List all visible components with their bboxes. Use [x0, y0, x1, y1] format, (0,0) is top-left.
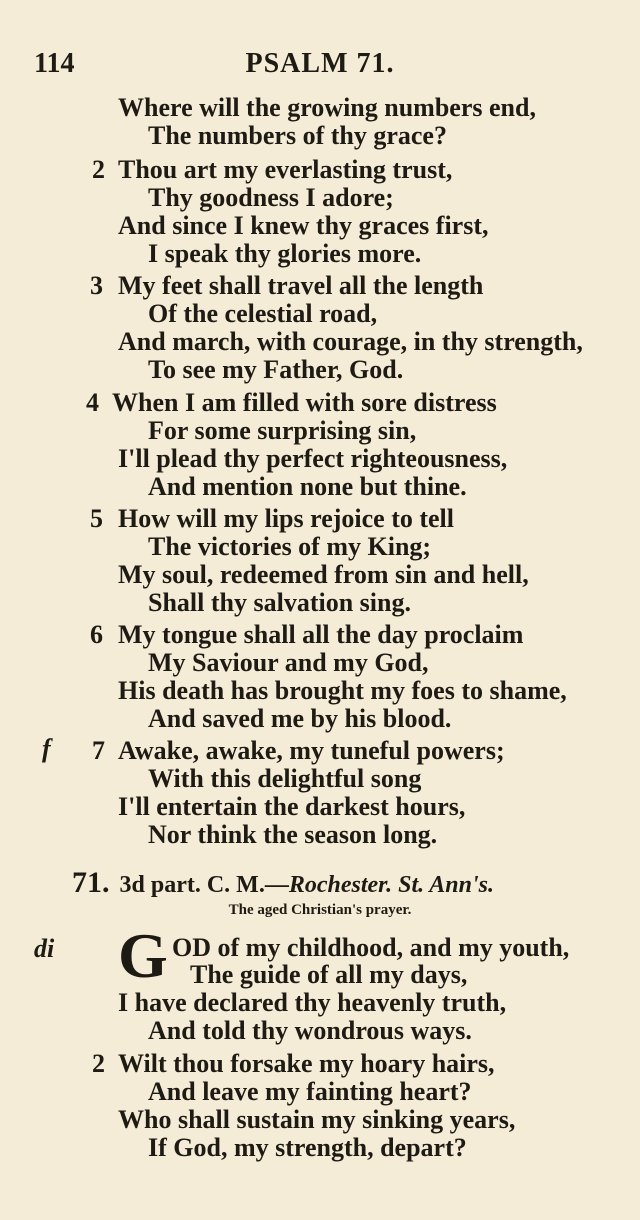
- hymn-subtitle: The aged Christian's prayer.: [228, 902, 412, 918]
- verse-line: My tongue shall all the day proclaim: [118, 620, 524, 649]
- stanza-number: 3: [90, 271, 103, 300]
- verse-line: My soul, redeemed from sin and hell,: [118, 560, 529, 589]
- verse-line: How will my lips rejoice to tell: [118, 504, 455, 533]
- hymn-part-header: [72, 866, 494, 900]
- drop-cap: G: [118, 920, 168, 991]
- stanza-number: 6: [90, 620, 103, 649]
- verse-line: And told thy wondrous ways.: [148, 1016, 472, 1045]
- verse-line: Thy goodness I adore;: [148, 183, 394, 212]
- verse-line: The guide of all my days,: [190, 960, 468, 989]
- verse-line: Nor think the season long.: [148, 820, 438, 849]
- verse-line: Awake, awake, my tuneful powers;: [118, 736, 505, 765]
- stanza-number: 4: [86, 388, 99, 417]
- dynamic-mark: f: [42, 734, 51, 763]
- verse-line: Of the celestial road,: [148, 299, 378, 328]
- hymn-number: 71.: [72, 866, 110, 899]
- verse-line: And mention none but thine.: [148, 472, 467, 501]
- verse-line: Shall thy salvation sing.: [148, 588, 411, 617]
- verse-line: With this delightful song: [148, 764, 422, 793]
- verse-line: I'll entertain the darkest hours,: [118, 792, 466, 821]
- verse-line: And saved me by his blood.: [148, 704, 452, 733]
- verse-line: Who shall sustain my sinking years,: [118, 1105, 516, 1134]
- verse-line: Thou art my everlasting trust,: [118, 155, 453, 184]
- verse-line: Where will the growing numbers end,: [118, 93, 536, 122]
- verse-line: My Saviour and my God,: [148, 648, 429, 677]
- stanza-number: 5: [90, 504, 103, 533]
- verse-line: I have declared thy heavenly truth,: [118, 988, 507, 1017]
- verse-line: The numbers of thy grace?: [148, 121, 447, 150]
- stanza-number: 2: [92, 1049, 105, 1078]
- page-number: 114: [34, 48, 75, 79]
- tune-names: Rochester. St. Ann's.: [288, 872, 494, 898]
- verse-line: For some surprising sin,: [148, 416, 417, 445]
- verse-line: His death has brought my foes to shame,: [118, 676, 567, 705]
- stanza-number: 2: [92, 155, 105, 184]
- verse-line: When I am filled with sore distress: [112, 388, 497, 417]
- verse-line: And leave my fainting heart?: [148, 1077, 472, 1106]
- verse-line: OD of my childhood, and my youth,: [172, 933, 570, 962]
- verse-line: If God, my strength, depart?: [148, 1133, 467, 1162]
- verse-line: To see my Father, God.: [148, 355, 404, 384]
- part-meter: 3d part. C. M.—: [119, 872, 289, 898]
- verse-line: And march, with courage, in thy strength,: [118, 327, 583, 356]
- verse-line: My feet shall travel all the length: [118, 271, 484, 300]
- verse-line: I speak thy glories more.: [148, 239, 422, 268]
- verse-line: I'll plead thy perfect righteousness,: [118, 444, 508, 473]
- stanza-number: 7: [92, 736, 105, 765]
- verse-line: Wilt thou forsake my hoary hairs,: [118, 1049, 495, 1078]
- verse-line: And since I knew thy graces first,: [118, 211, 489, 240]
- verse-line: The victories of my King;: [148, 532, 432, 561]
- page-title: PSALM 71.: [245, 48, 395, 79]
- dynamic-mark: di: [34, 934, 55, 963]
